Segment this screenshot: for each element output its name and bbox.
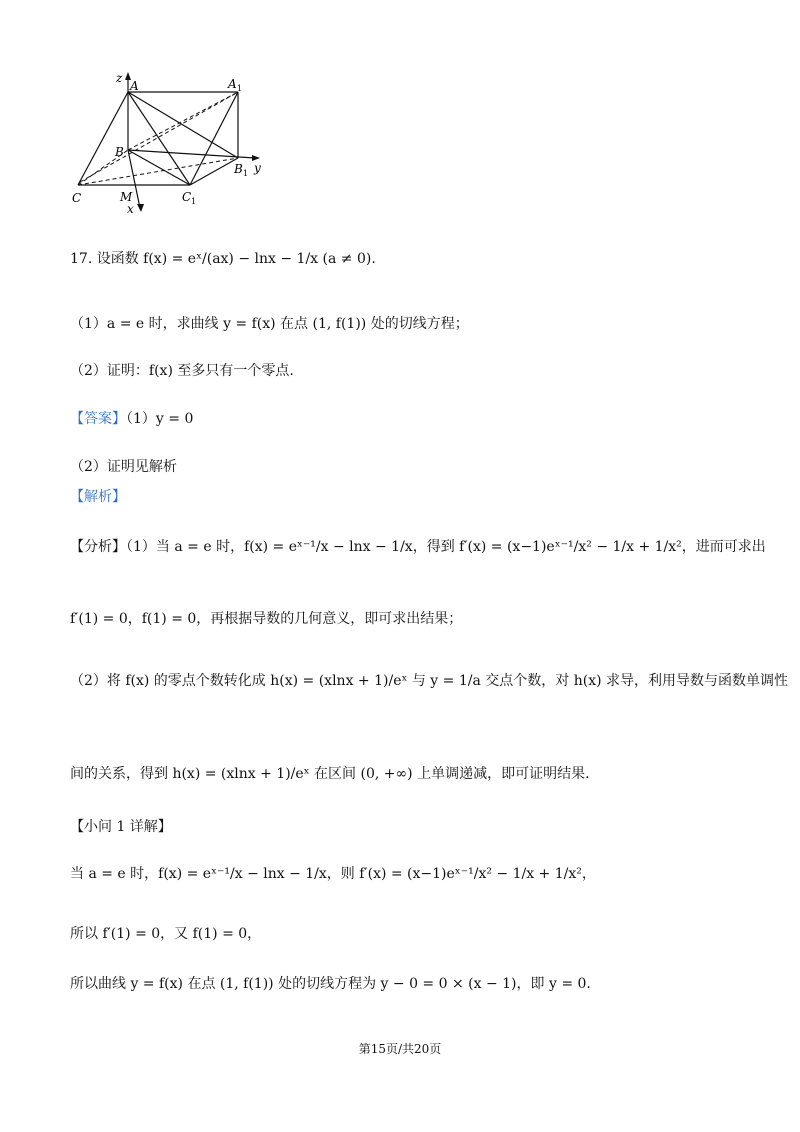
label-z: z — [116, 71, 123, 85]
label-B1: B — [234, 162, 243, 176]
analysis-line1: 【分析】（1）当 a = e 时，f(x) = eˣ⁻¹/x − lnx − 1/x，得到 f′(x) = (x−1)eˣ⁻¹/x² − 1/x + 1/x²，进而可求出 — [70, 539, 766, 555]
page-footer: 第15页/共20页 — [358, 1042, 442, 1056]
label-A1: A — [228, 77, 237, 91]
answer-part1: （1）y = 0 — [126, 411, 194, 427]
edge-A-C — [78, 92, 128, 185]
label-x: x — [127, 202, 134, 216]
detail-line3: 所以曲线 y = f(x) 在点 (1, f(1)) 处的切线方程为 y − 0 = 0 × (x − 1)，即 y = 0. — [70, 976, 591, 992]
dashed-B-A1 — [128, 92, 238, 150]
detail-line1: 当 a = e 时，f(x) = eˣ⁻¹/x − lnx − 1/x，则 f′(x) = (x−1)eˣ⁻¹/x² − 1/x + 1/x²， — [70, 866, 596, 882]
answer-line1 — [70, 410, 193, 428]
label-M: M — [120, 190, 133, 204]
y-axis — [128, 150, 255, 158]
detail-line2: 所以 f′(1) = 0，又 f(1) = 0， — [70, 926, 262, 942]
q17-part1: （1）a = e 时，求曲线 y = f(x) 在点 (1, f(1)) 处的切线方程； — [70, 316, 469, 332]
analysis-line4: 间的关系，得到 h(x) = (xlnx + 1)/eˣ 在区间 (0, +∞) 上单调递减，即可证明结果. — [70, 766, 590, 782]
x-axis-arrow — [137, 204, 144, 212]
prism-figure — [70, 70, 280, 220]
label-C: C — [72, 191, 82, 205]
label-A: A — [130, 79, 139, 93]
analysis-line2: f′(1) = 0，f(1) = 0，再根据导数的几何意义，即可求出结果； — [70, 611, 463, 627]
answer-part2: （2）证明见解析 — [70, 459, 177, 475]
label-C1-sub: 1 — [191, 197, 197, 206]
label-A1-sub: 1 — [237, 84, 243, 93]
analysis-tag: 【解析】 — [70, 489, 126, 505]
label-y: y — [254, 161, 261, 175]
q17-title: 17. 设函数 f(x) = eˣ/(ax) − lnx − 1/x (a ≠ 0). — [70, 251, 376, 267]
q17-part2: （2）证明：f(x) 至多只有一个零点. — [70, 363, 294, 379]
analysis-line3: （2）将 f(x) 的零点个数转化成 h(x) = (xlnx + 1)/eˣ 与 y = 1/a 交点个数，对 h(x) 求导，利用导数与函数单调性 — [70, 673, 789, 689]
label-C1: C — [182, 190, 192, 204]
answer-tag: 【答案】 — [70, 411, 126, 427]
label-B: B — [115, 145, 124, 159]
edge-A-C1 — [128, 92, 190, 185]
label-B1-sub: 1 — [243, 169, 249, 178]
edge-B-C1 — [128, 150, 190, 185]
detail-header: 【小问 1 详解】 — [70, 819, 172, 835]
